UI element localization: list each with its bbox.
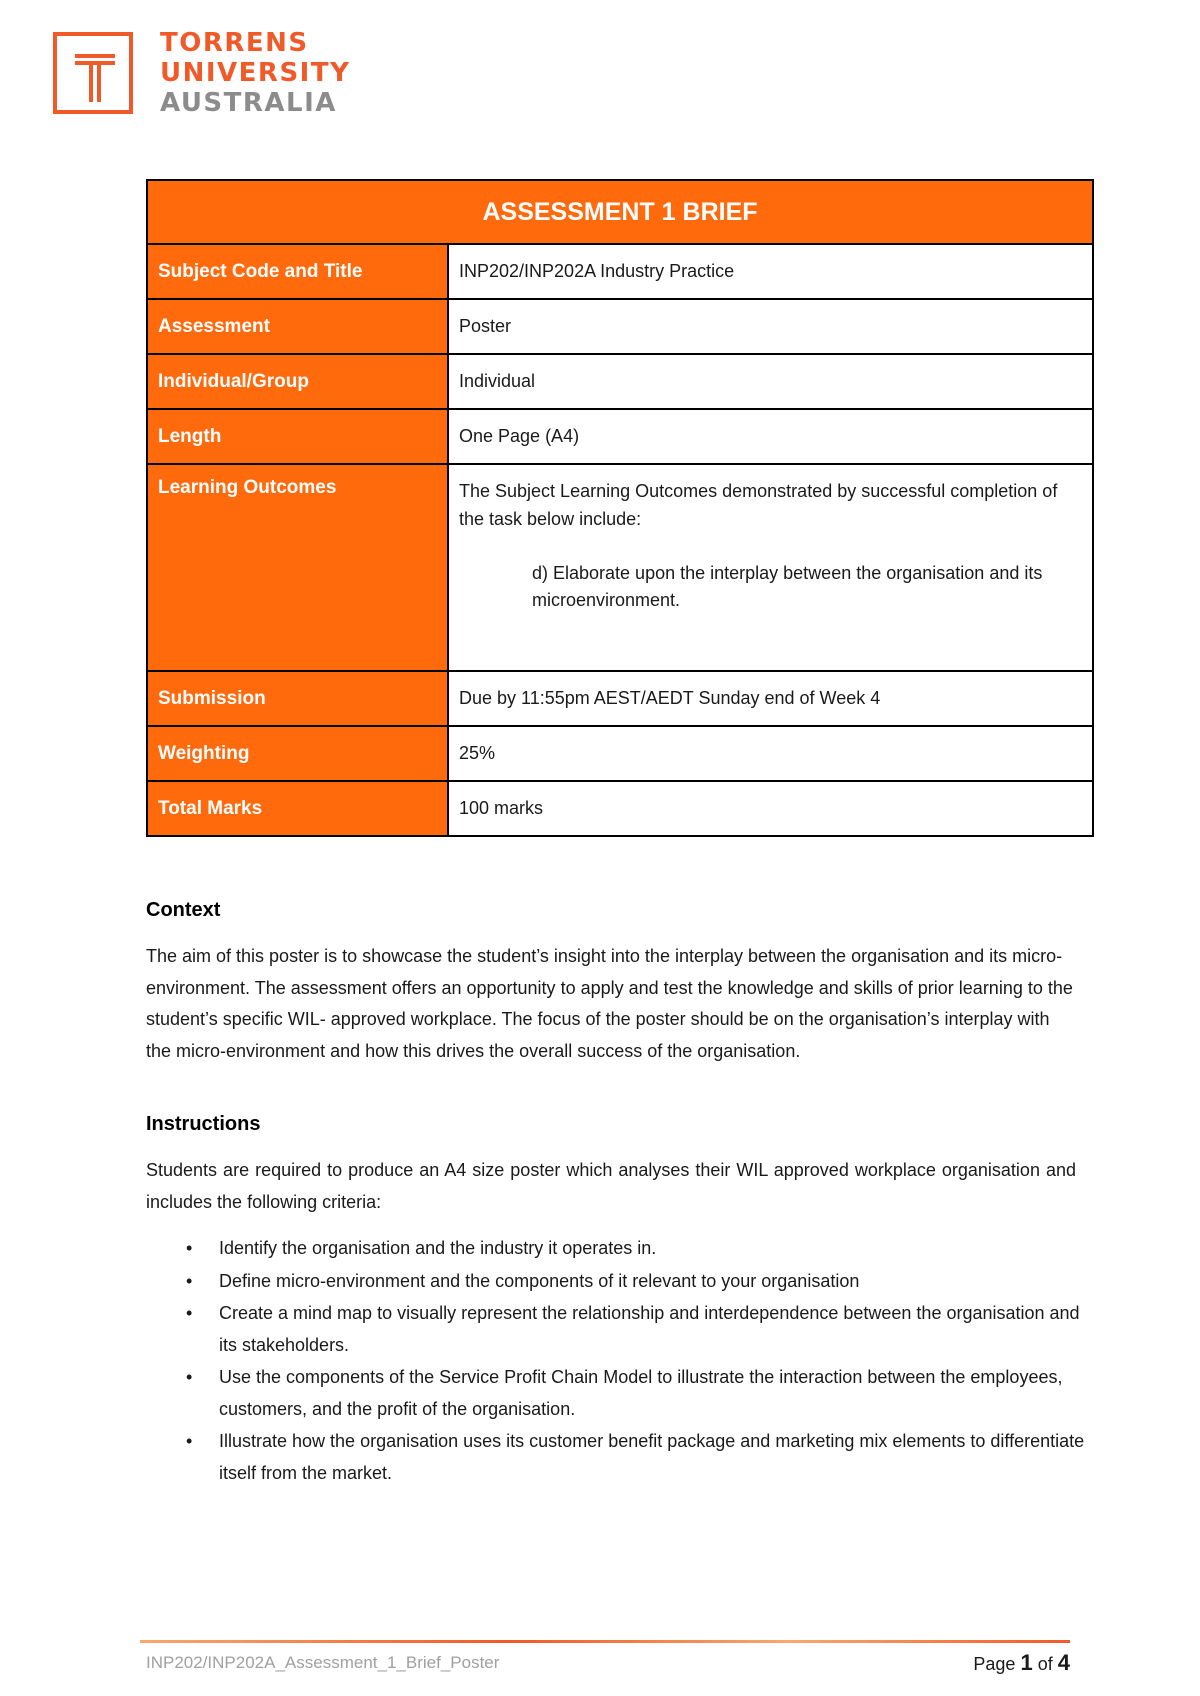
context-paragraph: The aim of this poster is to showcase the student’s insight into the interplay between the organisation and its micro-environment. The assessment offers an opportunity to apply and test the knowledge and skills of prior learning to the student’s specific WIL- approved workplace. The focus of the poster should be on the organisation’s interplay with the micro-environment and how this drives the overall success of the organisation. — [146, 946, 1073, 1061]
context-heading: Context — [146, 899, 221, 921]
list-item — [146, 1266, 1086, 1298]
list-item-text: Identify the organisation and the industry it operates in. — [219, 1238, 657, 1258]
table-row — [147, 726, 1093, 781]
table-row — [147, 354, 1093, 409]
learning-outcome-item: d) Elaborate upon the interplay between the organisation and its microenvironment. — [532, 563, 1043, 610]
criteria-list — [146, 1233, 1086, 1490]
logo-line-2: UNIVERSITY — [160, 58, 351, 88]
table-row — [147, 409, 1093, 464]
learning-outcomes-intro: The Subject Learning Outcomes demonstrated by successful completion of the task below include: — [459, 481, 1058, 529]
bullet-icon: • — [186, 1431, 193, 1451]
page-total: 4 — [1057, 1650, 1070, 1675]
row-value: Due by 11:55pm AEST/AEDT Sunday end of Week 4 — [448, 671, 1093, 726]
row-value: INP202/INP202A Industry Practice — [448, 244, 1093, 299]
row-label: Subject Code and Title — [147, 244, 448, 299]
row-label: Length — [147, 409, 448, 464]
logo-wordmark — [160, 28, 420, 118]
row-label: Learning Outcomes — [147, 464, 448, 671]
bullet-icon: • — [186, 1303, 193, 1323]
instructions-paragraph: Students are required to produce an A4 size poster which analyses their WIL approved workplace organisation and includes the following criteria: — [146, 1160, 1076, 1212]
logo-mark-icon — [53, 32, 133, 114]
row-label: Submission — [147, 671, 448, 726]
row-label: Total Marks — [147, 781, 448, 836]
row-value: Individual — [448, 354, 1093, 409]
table-row — [147, 244, 1093, 299]
list-item — [146, 1298, 1086, 1361]
bullet-icon: • — [186, 1270, 193, 1291]
row-label: Weighting — [147, 726, 448, 781]
row-label: Individual/Group — [147, 354, 448, 409]
of-word: of — [1037, 1654, 1053, 1674]
page-number — [973, 1650, 1070, 1676]
table-row — [147, 299, 1093, 354]
logo-line-1: TORRENS — [160, 28, 309, 58]
row-value: 25% — [448, 726, 1093, 781]
row-value: One Page (A4) — [448, 409, 1093, 464]
table-row-learning-outcomes — [147, 464, 1093, 671]
row-value: Poster — [448, 299, 1093, 354]
logo-line-3: AUSTRALIA — [160, 88, 337, 118]
instructions-heading: Instructions — [146, 1113, 261, 1135]
list-item — [146, 1362, 1086, 1425]
bullet-icon: • — [186, 1367, 193, 1387]
bullet-icon: • — [186, 1238, 193, 1258]
list-item-text: Create a mind map to visually represent the relationship and interdependence between the organisation and its stakeholders. — [219, 1303, 1080, 1355]
table-title: ASSESSMENT 1 BRIEF — [147, 180, 1093, 244]
table-row — [147, 781, 1093, 836]
list-item-text: Define micro-environment and the components of it relevant to your organisation — [219, 1270, 860, 1291]
assessment-brief-table — [146, 179, 1094, 837]
page-word: Page — [973, 1654, 1016, 1674]
list-item — [146, 1426, 1086, 1489]
page-current: 1 — [1020, 1650, 1033, 1675]
list-item — [146, 1233, 1086, 1265]
list-item-text: Use the components of the Service Profit Chain Model to illustrate the interaction between the employees, customers, and the profit of the organisation. — [219, 1367, 1063, 1419]
footer-divider — [140, 1640, 1070, 1643]
row-label: Assessment — [147, 299, 448, 354]
table-row — [147, 671, 1093, 726]
footer-filename: INP202/INP202A_Assessment_1_Brief_Poster — [146, 1653, 500, 1672]
row-value: 100 marks — [448, 781, 1093, 836]
learning-outcomes-value — [448, 464, 1093, 671]
list-item-text: Illustrate how the organisation uses its customer benefit package and marketing mix elements to differentiate itself from the market. — [219, 1431, 1085, 1483]
